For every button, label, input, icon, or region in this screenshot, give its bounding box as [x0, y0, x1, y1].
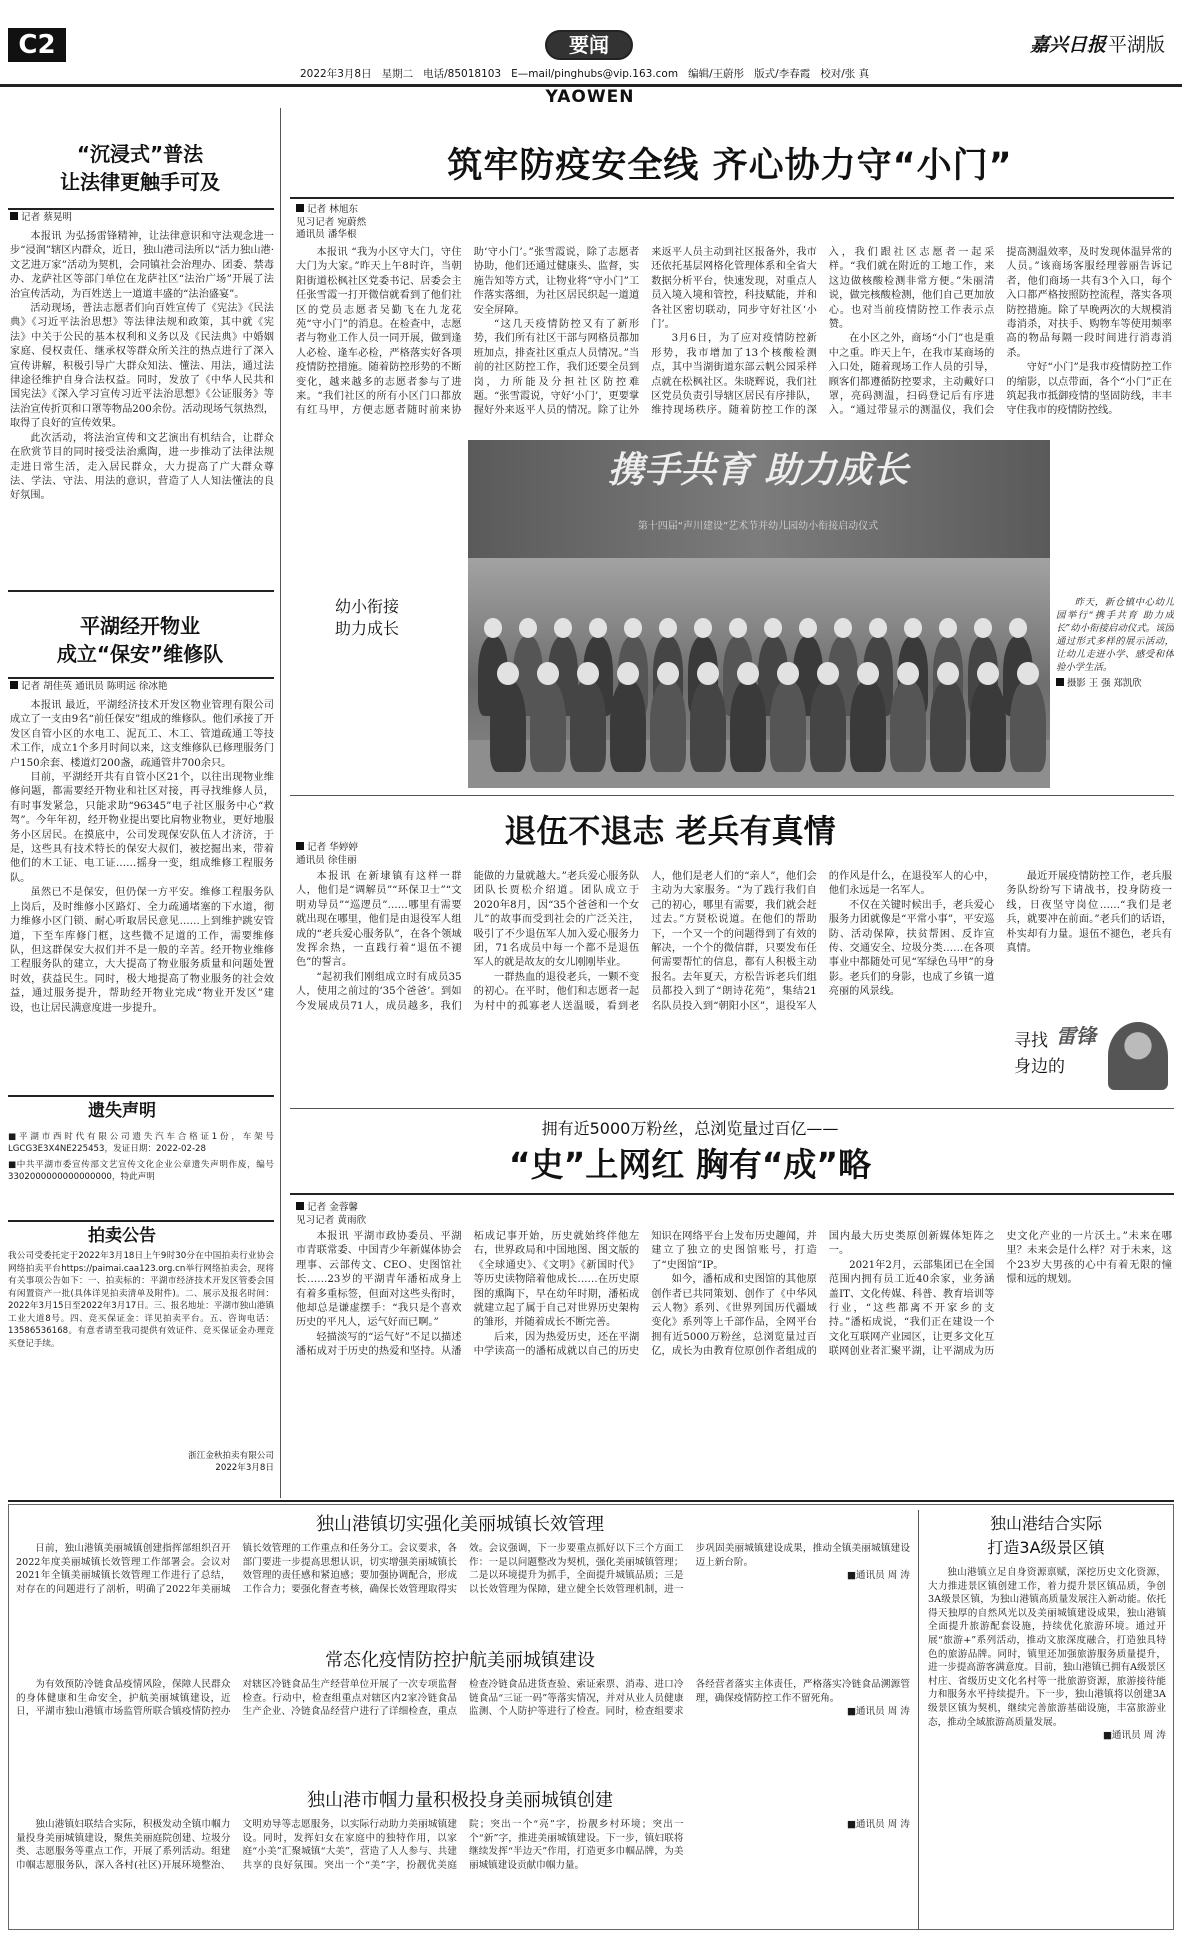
story3-para: 2021年2月，云部集团已在全国范围内拥有员工近40余家，业务涵盖IT、文化传媒、科普、教育培训等行业，“这些都离不开家乡的支持。”潘柘成说，“我们正在建设一个文化互联网产业园区，让更多文化互联网创业者汇聚平湖，让平湖成为历史文化产业的一片沃土。”未来在哪里？未来会是什么样？对于未来，这个23岁大男孩的心中有着无限的憧憬和远的规划。	[828, 1231, 1172, 1358]
story3-rule	[290, 1193, 1174, 1195]
child-face	[729, 618, 747, 638]
child-face	[659, 618, 677, 638]
article1-para: 此次活动，将法治宣传和文艺演出有机结合，让群众在欣赏节目的同时接受法治熏陶，进一步推动了法律法规走进日常生活，走入居民群众，大力提高了广大群众尊法、学法、守法、用法的意识，营造了人人知法懂法的良好氛围。	[10, 432, 274, 502]
child-face	[937, 662, 959, 685]
bottom-headline-2: 常态化疫情防控护航美丽城镇建设	[325, 1650, 595, 1671]
child-face	[939, 618, 957, 638]
child-figure	[690, 680, 726, 772]
child-face	[484, 618, 502, 638]
child-figure	[530, 680, 566, 772]
article2-byline: 记者 胡佳英 通讯员 陈明远 徐冰艳	[10, 681, 274, 694]
main-story-headline: 筑牢防疫安全线 齐心协力守“小门”	[447, 146, 1013, 186]
photo-children	[468, 440, 1050, 788]
photo-banner-sub: 第十四届“声川建设”艺术节并幼儿园幼小衔接启动仪式	[637, 521, 879, 532]
story2-para: 本报讯 在新埭镇有这样一群人，他们是“调解员”“环保卫士”“文明劝导员”“巡逻员”……哪里有需要就出现在哪里，他们是由退役军人组成的“老兵爱心服务队”，在各个领域发挥余热，一直践行着“退伍不褪色”的誓言。	[296, 871, 462, 969]
child-face	[764, 618, 782, 638]
main-story-body	[296, 246, 1172, 432]
child-face	[817, 662, 839, 685]
bottom-right-body-text: 独山港镇立足自身资源禀赋，深挖历史文化资源，大力推进景区镇创建工作，着力提升景区镇品质，争创3A级景区镇，为独山港镇高质量发展注入新动能。依托得天独厚的自然风光以及美丽城镇建设成果，独山港镇全面提升旅游配套设施，持续优化旅游环境。通过开展“旅游+”系列活动，推动文旅深度融合，打造独具特色的旅游品牌。同时，镇里还加强旅游服务质量提升，进一步提高游客满意度。目前，独山港镇已拥有A级景区村庄、省级历史文化名村等一批旅游资源，旅游接待能力和服务水平持续提升。下一步，独山港镇将以创建3A级景区镇为契机，继续完善旅游基础设施，丰富旅游业态，推动全域旅游高质量发展。	[928, 1567, 1166, 1728]
notice1-item: ■中共平湖市委宣传部文艺宣传文化企业公章遗失声明作废，编号3302000000000000000，特此声明	[8, 1160, 274, 1182]
main-story-byline-line: 通讯员 潘华根	[296, 229, 357, 240]
child-face	[897, 662, 919, 685]
byline-marker-icon	[10, 681, 18, 689]
photo-credit: 摄影 王 强 郑凯欣	[1056, 677, 1174, 690]
child-face	[977, 662, 999, 685]
bottom-body-2	[16, 1678, 910, 1778]
bottom-body-3	[16, 1818, 910, 1924]
bottom-credit-1: ■通讯员 周 涛	[846, 1570, 910, 1582]
child-face	[1009, 618, 1027, 638]
section-title-en: YAOWEN	[545, 87, 635, 107]
main-story-para: 守好“小门”是我市疫情防控工作的缩影，以点带面，各个“小门”正在筑起我市抵御疫情的坚固防线，丰丰守住我市的疫情防控线。	[1006, 362, 1172, 417]
child-figure	[490, 680, 526, 772]
child-face	[834, 618, 852, 638]
masthead-weekday: 星期二	[381, 68, 414, 80]
story2-para: 一群热血的退役老兵，一颗不变的初心。在平时，他们和志愿者一起为村中的孤寡老人送温暖，看到老人，他们是老人们的“亲人”，他们会主动为大家服务。“为了践行我们自己的初心，哪里有需要，我们就会赶过去。”方贤松说道。在他们的帮助下，一个又一个的问题得到了有效的解决，一个个的微信群，只要发布任何需要帮忙的信息，都有人积极主动报名。去年夏天，方松告诉老兵们组员都投入到了“朗诗花苑”，集结21名队员投入到“朝阳小区”，退役军人的作风是什么，在退役军人的心中，他们永远是一名军人。	[473, 871, 995, 1012]
child-face	[974, 618, 992, 638]
bottom-credit-3: ■通讯员 周 涛	[846, 1819, 910, 1830]
story3-para: 轻描淡写的“运气好”不足以描述潘柘成对于历史的热爱和坚持。从潘柘成记事开始，历史就始终伴他左右，世界政局和中国地图、图文版的《全球通史》、《文明》《新国时代》等历史读物陪着他成长……在历史原图的熏陶下，早在幼年时期，潘柘成就建立起了属于自己对世界历史架构的雏形，并随着成长不断完善。	[296, 1231, 640, 1358]
child-face	[869, 618, 887, 638]
bottom-right-headline	[926, 1512, 1166, 1560]
story3-kicker: 拥有近5000万粉丝，总浏览量过百亿——	[541, 1119, 839, 1138]
article2-body	[10, 699, 274, 1079]
masthead-date: 2022年3月8日	[300, 68, 372, 80]
article1-byline: 记者 蔡晃明	[10, 212, 270, 225]
photo-banner-title: 携手共育 助力成长	[607, 450, 909, 491]
child-face	[737, 662, 759, 685]
child-figure	[970, 680, 1006, 772]
child-figure	[1010, 680, 1046, 772]
child-face	[697, 662, 719, 685]
article1-body	[10, 230, 274, 548]
main-story-byline-line: 记者 林旭东	[296, 204, 436, 217]
article2-para: 虽然已不是保安，但仍保一方平安。维修工程服务队上岗后，及时维修小区路灯、全力疏通堵塞的下水道，彻力维修小区门锁、耐心听取居民意见……上到维护跳安管道，下至车库修门框，这些微不足道的工作，需要维修队，但这群保安大叔们并不是一般的辛苦。经开物业维修工程服务队的建立，大大提高了物业服务质量和问题处置时效，获益民生。同时，极大地提高了物业服务的社会效益，通过服务提升，帮助经开物业完成“物业开发区”建设，也让居民满意度进一步提升。	[10, 887, 274, 1014]
photo-label-line2: 助力成长	[334, 619, 399, 638]
article1-para: 活动现场，普法志愿者们向百姓宣传了《宪法》《民法典》《习近平法治思想》等法律法规和政策，其中就《宪法》中关于公民的基本权利和义务以及《民法典》中婚姻家庭、侵权责任、继承权等群众所关注的热点进行了深入宣传讲解，积极引导广大群众知法、懂法、用法，通过法律途径维护自身合法权益。同时，发放了《中华人民共和国宪法》《深入学习宣传习近平法治思想》《公证服务》等法治宣传折页和口罩等物品200余份。活动现场气氛热烈，取得了良好的宣传效果。	[10, 303, 274, 430]
child-face	[554, 618, 572, 638]
story3-byline-line: 见习记者 黄雨欣	[296, 1214, 367, 1226]
masthead-editor: 编辑/王蔚彤	[688, 68, 745, 80]
child-face	[777, 662, 799, 685]
news-photo	[468, 440, 1050, 788]
bottom-right-headline-line1: 独山港结合实际	[989, 1514, 1102, 1533]
child-face	[577, 662, 599, 685]
photo-label	[292, 596, 442, 640]
byline-marker-icon	[296, 204, 304, 212]
masthead-phone: 电话/85018103	[423, 68, 502, 80]
photo-caption	[1056, 596, 1174, 690]
bottom-body-2-text: 为有效预防冷链食品疫情风险，保障人民群众的身体健康和生命安全，护航美丽城镇建设，近日，平湖市独山港镇市场监管所联合镇疫情防控办对辖区冷链食品生产经营单位开展了一次专项监督检查。行动中，检查组重点对辖区内2家冷链食品生产企业、冷链食品经营户进行了详细检查，重点检查冷链食品进货查验、索证索票、消毒、进口冷链食品“三证一码”等落实情况，并对从业人员健康监测、个人防护等进行了检查。同时，检查组要求各经营者落实主体责任，严格落实冷链食品溯源管理，确保疫情防控工作不留死角。	[16, 1679, 910, 1718]
child-face	[799, 618, 817, 638]
article2-title	[8, 612, 272, 668]
child-face	[497, 662, 519, 685]
bottom-body-1-text: 日前，独山港镇美丽城镇创建指挥部组织召开2022年度美丽城镇长效管理工作部署会。会议对2021年全镇美丽城镇长效管理工作进行了总结，对存在的问题进行了剖析，明确了2022年美丽城镇长效管理的工作重点和任务分工。会议要求，各部门要进一步提高思想认识，切实增强美丽城镇长效管理的责任感和紧迫感；要加强协调配合，形成工作合力；要强化督查考核，确保长效管理取得实效。会议强调，下一步要重点抓好以下三个方面工作：一是以问题整改为契机，强化美丽城镇管理；二是以环境提升为抓手，全面提升城镇品质；三是以长效管理为保障，建立健全长效管理机制，进一步巩固美丽城镇建设成果，推动全镇美丽城镇建设迈上新台阶。	[16, 1543, 910, 1595]
child-face	[537, 662, 559, 685]
bottom-right-body	[928, 1566, 1166, 1924]
bottom-right-credit: ■通讯员 周 涛	[1102, 1730, 1166, 1742]
story2-para: 不仅在关键时候出手，老兵爱心服务力团就像是“平常小事”，平安巡防、活动保障，扶贫帮困、反诈宣传、交通安全、垃圾分类……在各项事业中都随处可见“军绿色马甲”的身影。老兵们的身影，也成了乡镇一道亮丽的风景线。	[828, 899, 995, 998]
child-figure	[810, 680, 846, 772]
article1-title-line2: 让法律更触手可及	[60, 170, 220, 194]
article1-title-line1: “沉浸式”普法	[76, 142, 204, 166]
main-story-para: 在小区之外，商场“小门”也是重中之重。昨天上午，在我市某商场的入口处，随着现场工作人员的引导，顾客们都遵循防控要求，主动戴好口罩，亮码测温，扫码登记后有序进入。“通过带显示的测温仪，我们会提高测温效率，及时发现体温异常的人员。”该商场客服经理蓉丽告诉记者，他们商场一共有3个入口，每个入口都严格按照防控流程，落实各项防控措施。除了早晚两次的大规模消毒消杀，对扶手、购物车等使用频率高的物品每隔一段时间进行消毒消杀。	[828, 247, 1172, 417]
child-figure	[770, 680, 806, 772]
masthead-info-line	[300, 66, 980, 82]
child-face	[589, 618, 607, 638]
masthead	[0, 0, 1182, 105]
child-figure	[610, 680, 646, 772]
main-story-byline	[296, 204, 436, 242]
bottom-body-3-text: 独山港镇妇联结合实际，积极发动全镇巾帼力量投身美丽城镇建设，聚焦美丽庭院创建、垃圾分类、志愿服务等重点工作，开展了系列活动。组建巾帼志愿服务队，深入各村(社区)开展环境整治、文明劝导等志愿服务，以实际行动助力美丽城镇建设。同时，发挥妇女在家庭中的独特作用，以家庭“小美”汇聚城镇“大美”，营造了人人参与、共建共享的良好氛围。突出一个“美”字，扮靓优美庭院；突出一个“亮”字，扮靓乡村环境；突出一个“新”字，推进美丽城镇建设。下一步，镇妇联将继续发挥“半边天”作用，打造更多巾帼品牌，为美丽城镇建设贡献巾帼力量。	[16, 1819, 684, 1871]
photo-caption-text: 昨天，新仓镇中心幼儿园举行“携手共育 助力成长”幼小衔接启动仪式。该园通过形式多样的展示活动，让幼儿走进小学、感受和体验小学生活。	[1056, 597, 1174, 673]
article2-title-line1: 平湖经开物业	[80, 614, 200, 638]
photo-label-line1: 幼小衔接	[334, 597, 399, 616]
story3-byline-line: 记者 金蓉馨	[296, 1202, 426, 1215]
main-story-para: 3月6日，为了应对疫情防控新形势，我市增加了13个核酸检测点，其中当湖街道东部云帆公园采样点就在松枫社区。朱晓辉说，我们社区党员负责引导辖区居民有序排队，维持现场秩序。随着防控工作的深入，我们跟社区志愿者一起采样。“我们就在附近的工地工作，来这边做核酸检测非常方便。”朱丽清说，做完核酸检测，他们自己更加放心。也对当前疫情防控工作表示点赞。	[651, 247, 995, 417]
article2-title-rule	[8, 677, 274, 679]
child-figure	[650, 680, 686, 772]
badge-stamp: 雷锋	[1056, 1024, 1096, 1048]
child-face	[857, 662, 879, 685]
main-story-rule	[290, 197, 1174, 199]
child-figure	[890, 680, 926, 772]
story3-para: 本报讯 平湖市政协委员、平湖市青联常委、中国青少年新媒体协会理事、云部传文、CEO、史图馆社长……23岁的平湖青年潘柘成身上有着多重标签，但面对这些头衔时，他却总是谦虚摆手：“我只是个喜欢历史的平凡人，运气好而已啊。”	[296, 1231, 462, 1329]
byline-marker-icon	[296, 1202, 304, 1210]
badge-text-line2: 身边的	[1014, 1057, 1065, 1077]
child-figure	[730, 680, 766, 772]
story2-bottom-rule	[290, 1108, 1174, 1109]
article1-title	[8, 140, 272, 196]
notice2-box	[8, 1220, 274, 1495]
main-story-byline-line: 见习记者 宛蔚然	[296, 216, 367, 228]
child-face	[1017, 662, 1039, 685]
story3-body	[296, 1230, 1172, 1492]
story3-byline	[296, 1202, 426, 1227]
notice1-item: ■平湖市西时代有限公司遗失汽车合格证1份，车架号LGCG3E3X4NE225453，发证日期：2022-02-28	[8, 1132, 274, 1154]
main-story-para: “这几天疫情防控又有了新形势，我们所有社区干部与网格员都加班加点，排查社区重点人员情况。”当前的社区防控工作，我们还要全员到岗，力所能及分担社区防控难题。“张雪霞说，守好‘小门’，更要掌握好外来返平人员的情况。除了让外来返平人员主动到社区报备外，我市还依托基层网格化管理体系和全省大数据分析平台，快速发现，对重点人员入境入境和管控，科技赋能，并和各社区密切联动，同步守好社区‘小门’。	[473, 247, 817, 417]
story2-badge	[1008, 1020, 1172, 1094]
badge-text-line1: 寻找	[1014, 1031, 1048, 1051]
byline-marker-icon	[296, 842, 304, 850]
bottom-headline-3: 独山港市帼力量积极投身美丽城镇创建	[307, 1790, 613, 1811]
child-face	[694, 618, 712, 638]
masthead-designer: 版式/李春霞	[754, 68, 811, 80]
story2-para: 最近开展疫情防控工作，老兵服务队纷纷写下请战书，投身防疫一线，日夜坚守岗位……“我们是老兵，就要冲在前面。”老兵们的话语，朴实却有力量。退伍不褪色，老兵有真情。	[1006, 871, 1172, 955]
notice1-title: 遗失声明	[88, 1101, 156, 1121]
masthead-proof: 校对/张 真	[820, 68, 870, 80]
credit-marker-icon	[1056, 678, 1064, 686]
story3-para: 如今，潘柘成和史图馆的其他原创作者已共同策划、创作了《中华风云人物》系列、《世界列国历代疆域变化》系列等上千部作品，全网平台拥有近5000万粉丝，总浏览量过百亿，成长为由教育位原创作者组成的国内最大历史类原创新媒体矩阵之一。	[651, 1231, 995, 1358]
story2-para: “起初我们刚组成立时有成员35人，使用之前过的‘35个爸爸’。到如今发展成员71人，成员越多，我们能做的力量就越大。”老兵爱心服务队团队长贾松介绍道。团队成立于2020年8月，因“35个爸爸和一个女儿”的故事而受到社会的广泛关注，吸引了不少退伍军人加入爱心服务力团，71名成员中每一个都不是退伍军人的就是故友的女儿刚刚毕业。	[296, 871, 640, 1012]
bottom-body-1	[16, 1542, 910, 1642]
article1-para: 本报讯 为弘扬雷锋精神，让法律意识和守法观念进一步“浸润”辖区内群众，近日，独山港司法所以“活力独山港·文艺进万家”活动为契机，会同镇社会治理办、团委、禁毒办、龙萨社区等部门单位在龙萨社区“法治广场”开展了法治宣传活动，为百姓送上一道道丰盛的“法治盛宴”。	[10, 231, 274, 300]
edition-name: 平湖版	[1108, 34, 1166, 56]
left-column-rule	[280, 108, 281, 1498]
photo-bottom-rule	[290, 795, 1174, 796]
article2-title-line2: 成立“保安”维修队	[56, 642, 224, 666]
article1-end-rule	[8, 590, 274, 592]
notice2-date: 2022年3月8日	[215, 1463, 274, 1473]
child-figure	[930, 680, 966, 772]
notice2-body: 我公司受委托定于2022年3月18日上午9时30分在中国拍卖行业协会网络拍卖平台https://paimai.caa123.org.cn举行网络拍卖会，现将有关事项公告如下：一、拍卖标的：平湖市经济技术开发区管委会国有闲置资产一批(具体详见拍卖清单及附件)。二、展示及报名时间：2022年3月15日至2022年3月17日。三、报名地址：平湖市独山港镇工业大道8号。四、竞买保证金：详见拍卖平台。五、咨询电话：13586536168。有意者请至我司提供有效证件、竞买保证金办理竞买登记手续。	[8, 1251, 274, 1349]
bottom-credit-2: ■通讯员 周 涛	[846, 1706, 910, 1718]
story2-byline-line: 记者 华婷婷	[296, 842, 426, 855]
bottom-section-rule	[8, 1500, 1174, 1502]
main-story-para: 本报讯 “我为小区守大门，守住大门为大家。”昨天上午8时许，当朝阳街道松枫社区党委书记、居委会主任张雪霞一打开微信就看到了他们社区的党员志愿者吴勤飞在九龙花苑“守小门”的消息。在检查中，志愿者与物业工作人员一同开展，做到逢人必检、逢车必检，严格落实好各项疫情防控措施。随着防控形势的不断变化，越来越多的志愿者参与了进来。“我们社区的所有小区门口都放有红马甲，方便志愿者随时前来协助‘守小门’。”张雪霞说，除了志愿者协助，他们还通过健康头、监督，实施告知等方式，让物业将“守小门”工作落实落细，为社区居民织起一道道安全屏障。	[296, 247, 640, 417]
byline-marker-icon	[10, 212, 18, 220]
bottom-headline-1: 独山港镇切实强化美丽城镇长效管理	[316, 1514, 604, 1535]
child-face	[657, 662, 679, 685]
notice1-box	[8, 1095, 274, 1215]
story3-para: 后来，因为热爱历史，还在平湖中学读高一的潘柘成就以自己的历史知识在网络平台上发布历史趣闻，并建立了独立的史图馆账号，打造了“史图馆”IP。	[473, 1231, 817, 1358]
child-face	[904, 618, 922, 638]
bottom-right-headline-line2: 打造3A级景区镇	[987, 1538, 1105, 1557]
page-code: C2	[8, 28, 66, 62]
child-figure	[850, 680, 886, 772]
soldier-portrait-icon	[1108, 1022, 1168, 1090]
child-face	[624, 618, 642, 638]
masthead-email: E—mail/pinghubs@vip.163.com	[511, 68, 679, 80]
paper-name: 嘉兴日报	[1030, 34, 1107, 56]
story2-headline: 退伍不退志 老兵有真情	[504, 812, 836, 850]
story2-byline	[296, 842, 426, 867]
article2-para: 本报讯 最近，平湖经济技术开发区物业管理有限公司成立了一支由9名“前任保安”组成的维修队。他们承接了开发区自管小区的水电工、泥瓦工、木工、管道疏通工等技术工作，成立1个多月时间以来，这支维修队已修理服务门户150余套、楼道灯200盏，疏通管井700余只。	[10, 700, 274, 769]
notice2-title: 拍卖公告	[88, 1226, 156, 1246]
notice2-company: 浙江金秋拍卖有限公司	[188, 1451, 274, 1461]
child-face	[519, 618, 537, 638]
story3-headline: “史”上网红 胸有“成”略	[508, 1145, 872, 1184]
child-figure	[570, 680, 606, 772]
story2-byline-line: 通讯员 徐佳丽	[296, 854, 357, 866]
article1-title-rule	[8, 208, 274, 210]
article2-para: 目前，平湖经开共有自管小区21个，以往出现物业维修问题，都需要经开物业和社区对接，再寻找维修人员，有时事发紧急，只能求助“96345”电子社区服务中心“救驾”。今年年初，经开物业提出要比肩物业物业，更好地服务小区居民。在摸底中，公司发现保安队伍人才济济，于是，这些具有技术特长的保安大叔们，被挖掘出来，带着他们的木工证、电工证……摇身一变，组成维修工程服务队。	[10, 772, 274, 884]
section-title-cn: 要闻	[569, 33, 609, 57]
child-face	[617, 662, 639, 685]
